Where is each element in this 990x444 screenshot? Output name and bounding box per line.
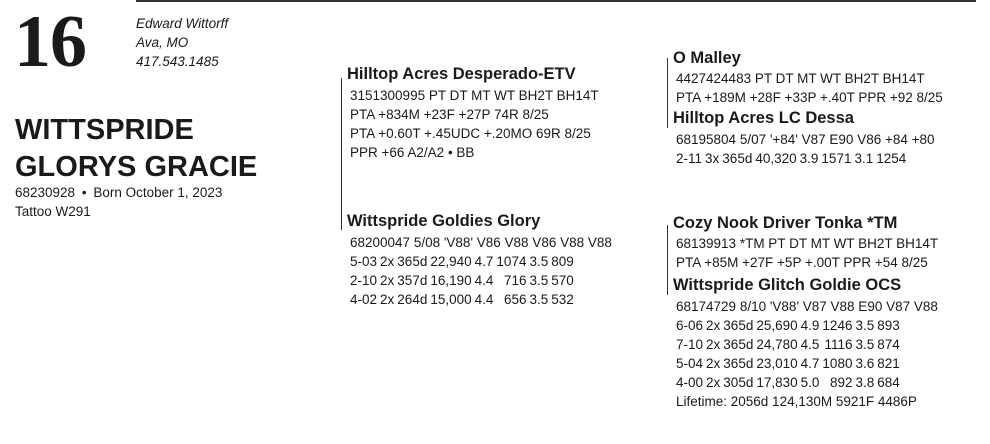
sire-dam-details (673, 130, 935, 168)
pedigree-line-sire-dam (341, 78, 342, 230)
consignor-name: Edward Wittorff (136, 16, 229, 31)
sire-detail-line: PPR +66 A2/A2 • BB (350, 145, 475, 160)
record-fat-pct: 4.7 (474, 254, 494, 269)
sire-detail-line: PTA +0.60T +.45UDC +.20MO 69R 8/25 (350, 126, 591, 141)
record-protein: 893 (877, 318, 900, 333)
record-protein: 809 (551, 254, 574, 269)
record-fat-pct: 4.4 (474, 273, 494, 288)
sire-detail-line: PTA +834M +23F +27P 74R 8/25 (350, 107, 549, 122)
record-age: 6-06 (676, 318, 704, 333)
dam-dam-header-line: 68174729 8/10 'V88' V87 V88 E90 V87 V88 (676, 299, 938, 314)
record-milkings: 2x (706, 337, 721, 352)
record-milk: 25,690 (756, 318, 798, 333)
record-protein-pct: 3.5 (529, 273, 549, 288)
record-milk: 24,780 (756, 337, 798, 352)
animal-info (15, 183, 222, 221)
lot-number: 16 (14, 1, 86, 83)
record-age: 2-10 (350, 273, 378, 288)
table-row (676, 335, 903, 354)
dam-dam-name: Wittspride Glitch Goldie OCS (673, 276, 902, 294)
dam-records-table (350, 252, 577, 309)
dam-name: Wittspride Goldies Glory (347, 212, 541, 230)
dam-details (347, 233, 612, 309)
record-milk: 15,000 (430, 292, 472, 307)
record-fat-pct: 4.4 (474, 292, 494, 307)
record-protein-pct: 3.1 (854, 151, 874, 166)
record-fat-pct: 4.9 (800, 318, 820, 333)
record-milkings: 2x (380, 292, 395, 307)
record-fat-pct: 4.5 (800, 337, 820, 352)
sire-name: Hilltop Acres Desperado-ETV (347, 65, 576, 83)
record-protein: 570 (551, 273, 574, 288)
record-protein-pct: 3.5 (529, 254, 549, 269)
record-age: 4-02 (350, 292, 378, 307)
dam-block (347, 211, 612, 309)
sire-dam-header-line: 68195804 5/07 '+84' V87 E90 V86 +84 +80 (676, 132, 935, 147)
consignor-phone: 417.543.1485 (136, 54, 219, 69)
record-protein: 532 (551, 292, 574, 307)
consignor-location: Ava, MO (136, 35, 189, 50)
animal-name-line2: GLORYS GRACIE (15, 151, 258, 183)
record-milkings: 2x (380, 254, 395, 269)
record-days: 365d (723, 356, 754, 371)
record-fat: 892 (829, 375, 853, 390)
record-fat: 1080 (822, 356, 853, 371)
record-protein: 1254 (876, 151, 907, 166)
record-milk: 22,940 (430, 254, 472, 269)
record-milkings: 2x (380, 273, 395, 288)
sire-details (347, 86, 599, 162)
animal-tattoo: Tattoo W291 (15, 204, 91, 219)
record-days: 365d (397, 254, 428, 269)
record-protein-pct: 3.6 (855, 356, 875, 371)
record-age: 2-11 (676, 151, 703, 166)
record-milkings: 2x (706, 318, 721, 333)
table-row (676, 373, 903, 392)
dam-dam-records-table (676, 316, 903, 392)
table-row (350, 252, 577, 271)
sire-sire-detail-line: 4427424483 PT DT MT WT BH2T BH14T (676, 71, 925, 86)
consignor-block (136, 14, 228, 71)
record-fat-pct: 4.7 (800, 356, 820, 371)
record-protein-pct: 3.5 (529, 292, 549, 307)
record-protein-pct: 3.8 (855, 375, 875, 390)
dam-sire-name: Cozy Nook Driver Tonka *TM (673, 214, 898, 232)
dam-dam-block (673, 275, 938, 411)
animal-name (15, 112, 257, 186)
table-row (676, 149, 909, 168)
pedigree-line-dam-parents (667, 225, 668, 295)
record-fat: 1116 (824, 337, 853, 352)
animal-born: Born October 1, 2023 (93, 185, 223, 200)
record-age: 7-10 (676, 337, 704, 352)
sire-sire-detail-line: PTA +189M +28F +33P +.40T PPR +92 8/25 (676, 90, 943, 105)
dam-sire-block (673, 213, 938, 272)
sire-sire-name: O Malley (673, 49, 741, 67)
record-days: 357d (397, 273, 428, 288)
record-days: 365d (723, 337, 754, 352)
record-protein-pct: 3.5 (855, 337, 875, 352)
record-days: 365d (723, 318, 754, 333)
record-protein: 684 (877, 375, 900, 390)
table-row (350, 271, 577, 290)
record-milk: 40,320 (755, 151, 797, 166)
record-milk: 16,190 (430, 273, 472, 288)
dam-dam-lifetime: Lifetime: 2056d 124,130M 5921F 4486P (676, 394, 917, 409)
dam-sire-detail-line: 68139913 *TM PT DT MT WT BH2T BH14T (676, 236, 939, 251)
record-age: 5-04 (676, 356, 704, 371)
bullet-separator: • (81, 185, 87, 200)
record-milk: 23,010 (756, 356, 798, 371)
record-fat: 716 (503, 273, 527, 288)
record-days: 305d (723, 375, 754, 390)
dam-sire-detail-line: PTA +85M +27F +5P +.00T PPR +54 8/25 (676, 255, 928, 270)
record-fat-pct: 5.0 (800, 375, 820, 390)
sire-block (347, 64, 599, 162)
record-fat-pct: 3.9 (799, 151, 819, 166)
animal-name-line1: WITTSPRIDE (15, 114, 194, 146)
record-age: 4-00 (676, 375, 704, 390)
record-milkings: 2x (706, 356, 721, 371)
sire-detail-line: 3151300995 PT DT MT WT BH2T BH14T (350, 88, 599, 103)
table-row (676, 316, 903, 335)
sire-sire-details (673, 69, 943, 107)
record-milk: 17,830 (756, 375, 798, 390)
dam-sire-details (673, 234, 938, 272)
record-days: 365d (722, 151, 753, 166)
dam-header-line: 68200047 5/08 'V88' V86 V88 V86 V88 V88 (350, 235, 612, 250)
table-row (350, 290, 577, 309)
record-milkings: 3x (705, 151, 720, 166)
record-protein-pct: 3.5 (855, 318, 875, 333)
sire-dam-records-table (676, 149, 909, 168)
record-fat: 1246 (822, 318, 853, 333)
record-fat: 1074 (496, 254, 527, 269)
dam-dam-details (673, 297, 938, 411)
pedigree-line-sire-parents (667, 58, 668, 128)
table-row (676, 354, 903, 373)
top-rule (136, 0, 976, 2)
animal-reg-born (15, 183, 222, 202)
record-fat: 656 (503, 292, 527, 307)
record-protein: 821 (877, 356, 900, 371)
record-protein: 874 (877, 337, 900, 352)
record-days: 264d (397, 292, 428, 307)
animal-reg-number: 68230928 (15, 185, 76, 200)
record-fat: 1571 (821, 151, 852, 166)
sire-dam-block (673, 108, 935, 168)
sire-sire-block (673, 48, 943, 107)
record-age: 5-03 (350, 254, 378, 269)
record-milkings: 2x (706, 375, 721, 390)
sire-dam-name: Hilltop Acres LC Dessa (673, 109, 854, 127)
